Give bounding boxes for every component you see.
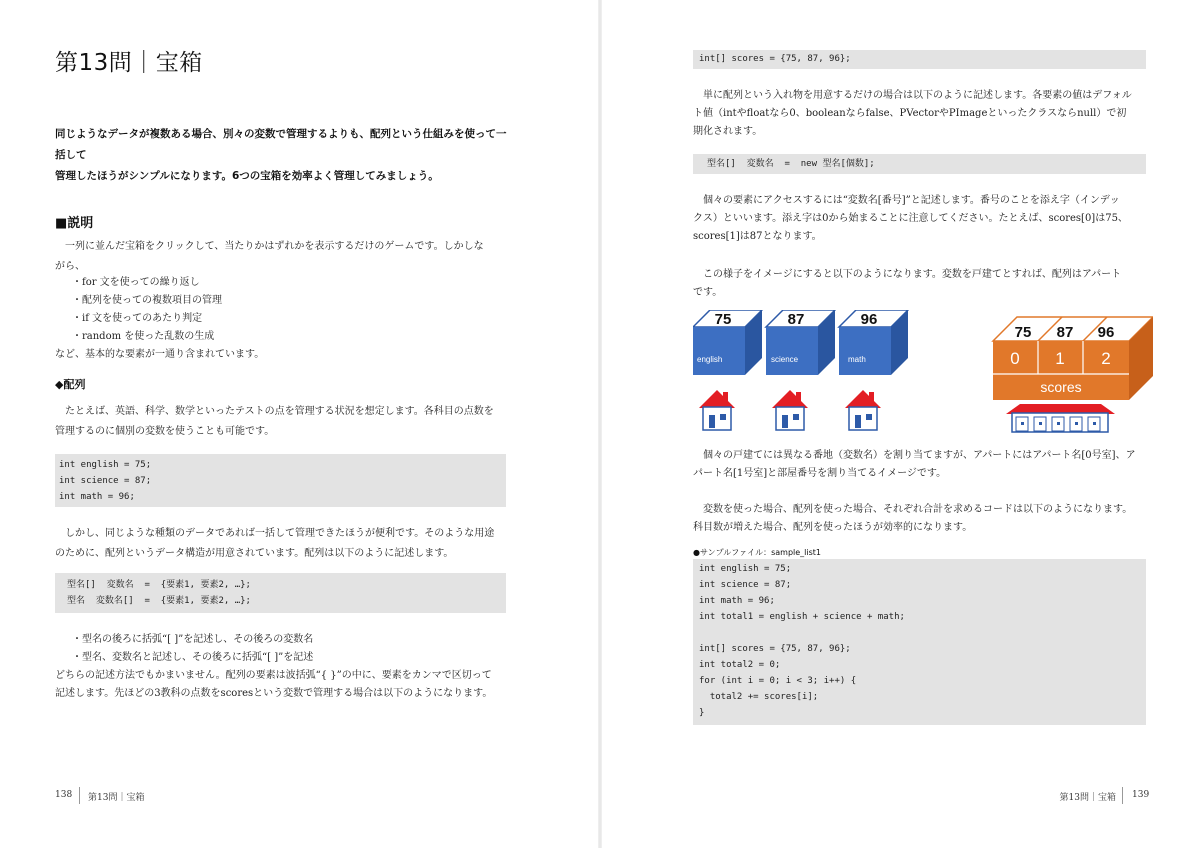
list-item: ・for 文を使っての繰り返し: [72, 277, 200, 288]
image-paragraph: [693, 266, 1121, 302]
code-line: int total1 = english + science + math;: [699, 612, 905, 622]
sum-paragraph: [693, 501, 1132, 537]
array-box-scores: [993, 317, 1153, 400]
intro-paragraph: [55, 124, 510, 187]
paragraph-line: ト値（intやfloatなら0、booleanならfalse、PVectorやPImageといったクラスならnull）で初: [693, 108, 1127, 119]
footer-divider: [1122, 787, 1123, 804]
footer-page-number: 138: [55, 790, 73, 800]
paragraph-line: 期化されます。: [693, 126, 763, 137]
footer-divider: [79, 787, 80, 804]
index-paragraph: [693, 192, 1128, 246]
paragraph-line: 個々の要素にアクセスするには“変数名[番号]”と記述します。番号のことを添え字（インデッ: [703, 195, 1120, 206]
code-line: int math = 96;: [699, 596, 775, 606]
array-label: scores: [1040, 379, 1082, 395]
variable-box-math: [839, 310, 908, 375]
array-index: 2: [1101, 349, 1111, 368]
code-line: int science = 87;: [59, 476, 152, 486]
paragraph-line: どちらの記述方法でもかまいません。配列の要素は波括弧“{ }”の中に、要素をカンマで区切って: [55, 670, 492, 681]
code-block-variables: [55, 454, 506, 507]
closing-paragraph: [55, 667, 492, 703]
variables-vs-array-figure: [693, 310, 1153, 435]
code-line: for (int i = 0; i < 3; i++) {: [699, 676, 857, 686]
variable-box-english: [693, 310, 762, 375]
paragraph-line: 変数を使った場合、配列を使った場合、それぞれ合計を求めるコードは以下のようになります。: [703, 504, 1133, 515]
paragraph-line: 記述します。先ほどの3教科の点数をscoresという変数で管理する場合は以下のようになります。: [55, 688, 493, 699]
house-icon: [845, 390, 881, 430]
paragraph-line: 科目数が増えた場合、配列を使ったほうが効率的になります。: [693, 522, 973, 533]
default-value-paragraph: [693, 87, 1132, 141]
box-value: 96: [860, 311, 878, 328]
array-index: 0: [1010, 349, 1020, 368]
code-line: }: [699, 708, 705, 718]
box-label: english: [697, 355, 723, 364]
code-line: 型名 変数名[] = {要素1, 要素2, …};: [67, 596, 251, 606]
page-title: 第13問｜宝箱: [55, 50, 203, 76]
box-value: 75: [714, 311, 732, 328]
footer-title: 第13問｜宝箱: [1059, 793, 1116, 803]
paragraph-line: 単に配列という入れ物を用意するだけの場合は以下のように記述します。各要素の値はデフォル: [703, 90, 1132, 101]
syntax-notes: [72, 631, 313, 667]
code-block-sample: [693, 559, 1146, 725]
code-line: 型名[] 変数名 = {要素1, 要素2, …};: [67, 580, 251, 590]
code-line: int science = 87;: [699, 580, 792, 590]
apartment-icon: [1006, 404, 1115, 432]
footer-title: 第13問｜宝箱: [88, 793, 145, 803]
array-index: 1: [1055, 349, 1065, 368]
paragraph-line: たとえば、英語、科学、数学といったテストの点を管理する状況を想定します。各科目の点数を: [65, 406, 494, 417]
array-value: 75: [1014, 324, 1032, 341]
paragraph-line: クス）といいます。添え字は0から始まることに注意してください。たとえば、scores[0]は75、: [693, 213, 1128, 224]
box-value: 87: [787, 311, 805, 328]
sub-heading: ◆配列: [55, 378, 86, 391]
house-icon: [772, 390, 808, 430]
paragraph-line: しかし、同じような種類のデータであれば一括して管理できたほうが便利です。そのような用途: [65, 528, 495, 539]
explain-line: 一列に並んだ宝箱をクリックして、当たりかはずれかを表示するだけのゲームです。しかしな: [65, 241, 484, 252]
code-line: int[] scores = {75, 87, 96};: [699, 54, 851, 64]
code-line: int english = 75;: [699, 564, 792, 574]
explain-paragraph: [55, 237, 515, 277]
house-icon: [699, 390, 735, 430]
intro-line: 同じようなデータが複数ある場合、別々の変数で管理するよりも、配列という仕組みを使って一括して: [55, 128, 507, 161]
list-item: ・配列を使っての複数項目の管理: [72, 295, 222, 306]
paragraph-line: scores[1]は87となります。: [693, 231, 822, 242]
address-paragraph: [693, 447, 1136, 483]
paragraph-line: パート名[1号室]と部屋番号を割り当てるイメージです。: [693, 468, 947, 479]
code-line: total2 += scores[i];: [699, 692, 819, 702]
feature-list: [72, 274, 222, 346]
explain-after: など、基本的な要素が一通り含まれています。: [55, 349, 265, 360]
box-label: science: [771, 355, 799, 364]
code-line: 型名[] 変数名 = new 型名[個数];: [707, 159, 875, 169]
code-block-scores: [693, 50, 1146, 69]
code-line: int english = 75;: [59, 460, 152, 470]
paragraph-line: この様子をイメージにすると以下のようになります。変数を戸建てとすれば、配列はアパート: [703, 269, 1122, 280]
code-block-syntax: [55, 573, 506, 613]
list-item: ・if 文を使ってのあたり判定: [72, 313, 203, 324]
code-line: int math = 96;: [59, 492, 135, 502]
section-heading: ■説明: [55, 216, 94, 231]
intro-line: 管理したほうがシンプルになります。6つの宝箱を効率よく管理してみましょう。: [55, 170, 439, 182]
paragraph-line: 個々の戸建てには異なる番地（変数名）を割り当てますが、アパートにはアパート名[0号室]、ア: [703, 450, 1136, 461]
list-item: ・random を使った乱数の生成: [72, 331, 215, 342]
paragraph-line: です。: [693, 287, 723, 298]
code-line: [699, 625, 1140, 641]
array-paragraph-2: [55, 524, 515, 564]
footer-page-number: 139: [1132, 790, 1150, 800]
array-value: 96: [1097, 324, 1115, 341]
list-item: ・型名、変数名と記述し、その後ろに括弧“[ ]”を記述: [72, 652, 314, 663]
code-block-new-array: [693, 154, 1146, 174]
list-item: ・型名の後ろに括弧“[ ]”を記述し、その後ろの変数名: [72, 634, 314, 645]
paragraph-line: のために、配列というデータ構造が用意されています。配列は以下のように記述します。: [55, 548, 454, 559]
right-page: [600, 0, 1200, 848]
sample-file-caption: ●サンプルファイル：sample_list1: [693, 548, 822, 557]
array-value: 87: [1056, 324, 1074, 341]
array-paragraph: [55, 402, 515, 442]
explain-line: がら、: [55, 261, 85, 272]
box-label: math: [848, 355, 866, 364]
paragraph-line: 管理するのに個別の変数を使うことも可能です。: [55, 426, 275, 437]
variable-box-science: [766, 310, 835, 375]
code-line: int total2 = 0;: [699, 660, 781, 670]
code-line: int[] scores = {75, 87, 96};: [699, 644, 851, 654]
